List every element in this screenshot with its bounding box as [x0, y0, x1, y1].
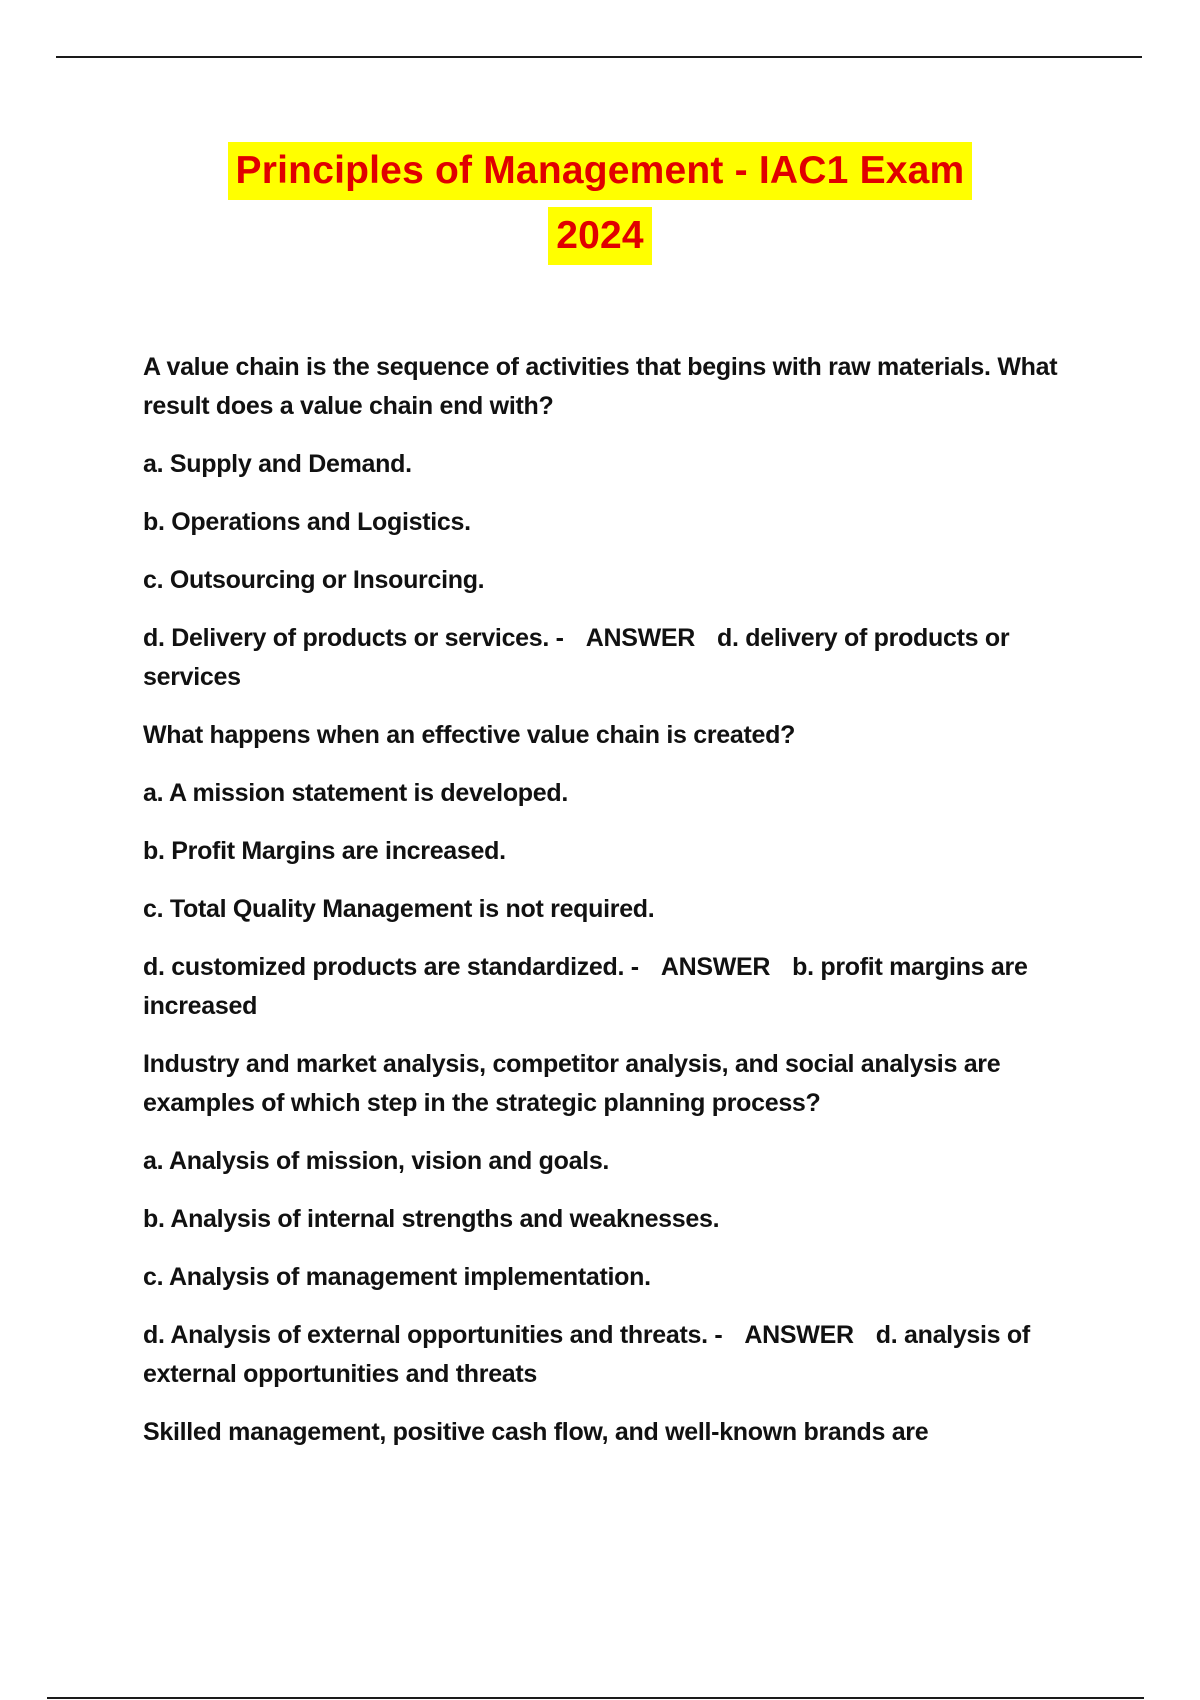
question-3-option-c: c. Analysis of management implementation.: [143, 1263, 651, 1291]
question-3-text: Industry and market analysis, competitor analysis, and social analysis are examples of which step in the strategic planning process?: [143, 1050, 1001, 1117]
answer-text: d. analysis of external opportunities and threats: [143, 1321, 1030, 1388]
question-2-option-c: c. Total Quality Management is not required.: [143, 895, 655, 923]
question-3-option-a: a. Analysis of mission, vision and goals.: [143, 1147, 610, 1175]
question-1-option-c: c. Outsourcing or Insourcing.: [143, 566, 485, 594]
answer-label: ANSWER: [660, 953, 771, 981]
question-4-text: Skilled management, positive cash flow, and well-known brands are: [143, 1418, 929, 1446]
question-3-option-b: b. Analysis of internal strengths and weaknesses.: [143, 1205, 720, 1233]
question-1-option-a: a. Supply and Demand.: [143, 450, 412, 478]
question-2-option-a: a. A mission statement is developed.: [143, 779, 568, 807]
header-rule: [56, 56, 1142, 58]
document-body: [143, 348, 1083, 1471]
answer-text: b. profit margins are increased: [143, 953, 1028, 1020]
footer-rule: [47, 1697, 1144, 1699]
question-2-text: What happens when an effective value chain is created?: [143, 721, 796, 749]
answer-label: ANSWER: [744, 1321, 854, 1349]
question-1-text: A value chain is the sequence of activities that begins with raw materials. What result does a value chain end with?: [143, 353, 1058, 420]
title-line-2: 2024: [548, 207, 652, 265]
title-line-1: Principles of Management - IAC1 Exam: [228, 142, 973, 200]
answer-text: d. delivery of products or services: [143, 624, 1010, 691]
question-2-option-d: [143, 948, 1083, 1026]
question-1-option-b: b. Operations and Logistics.: [143, 508, 471, 536]
option-d-text: d. customized products are standardized. -: [143, 953, 639, 981]
option-d-text: d. Analysis of external opportunities and threats. -: [143, 1321, 723, 1349]
question-3-option-d: [143, 1316, 1083, 1394]
answer-label: ANSWER: [585, 624, 696, 652]
question-2-option-b: b. Profit Margins are increased.: [143, 837, 506, 865]
question-1-option-d: [143, 619, 1083, 697]
document-title: [0, 142, 1200, 265]
option-d-text: d. Delivery of products or services. -: [143, 624, 564, 652]
